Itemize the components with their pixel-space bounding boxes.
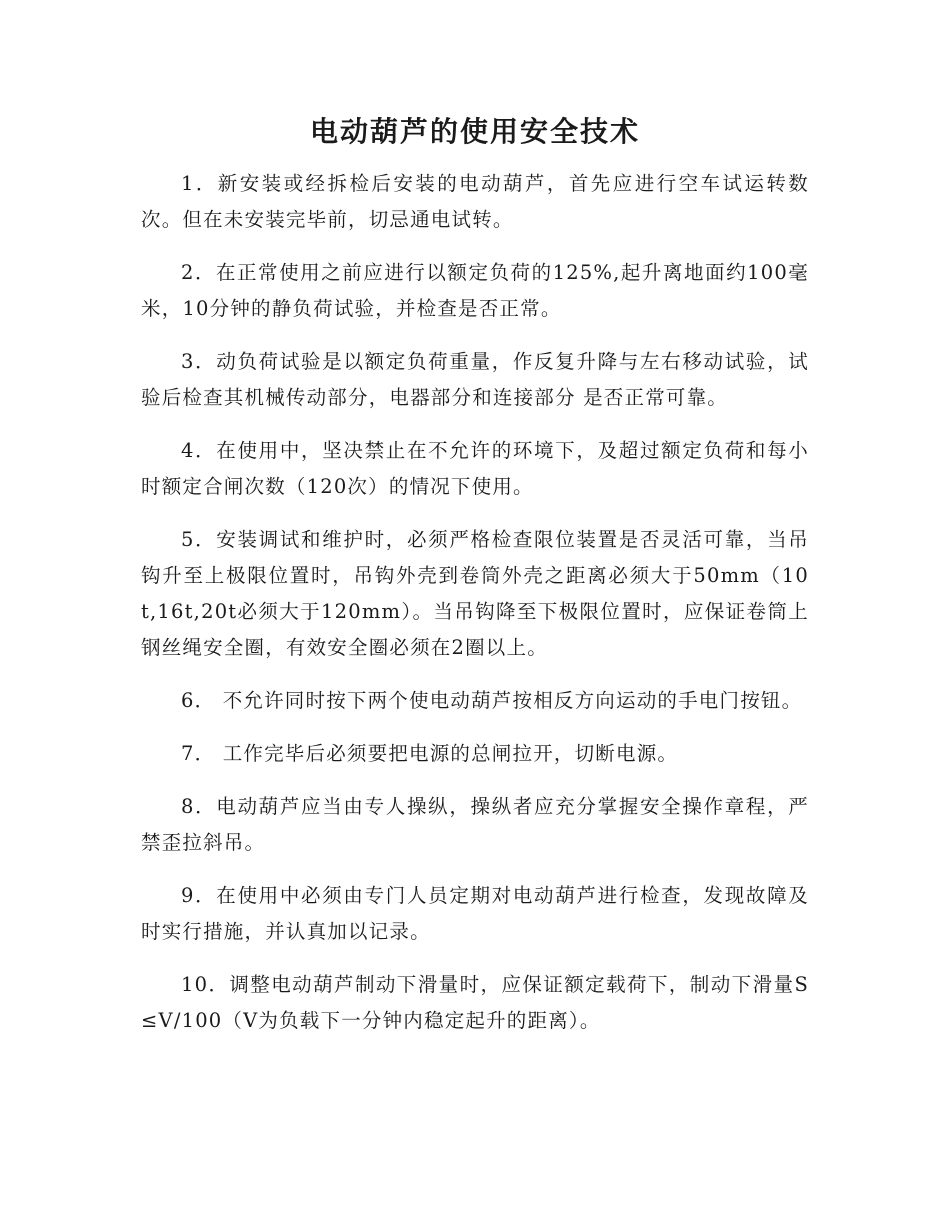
paragraph-7: 7． 工作完毕后必须要把电源的总闸拉开，切断电源。 bbox=[181, 742, 679, 765]
document-body bbox=[141, 166, 809, 1056]
paragraph-3: 3．动负荷试验是以额定负荷重量，作反复升降与左右移动试验，试验后检查其机械传动部分，电器部分和连接部分 是否正常可靠。 bbox=[141, 350, 809, 409]
paragraph-10: 10．调整电动葫芦制动下滑量时，应保证额定载荷下，制动下滑量S≤V/100（V为负载下一分钟内稳定起升的距离）。 bbox=[141, 973, 809, 1032]
paragraph-4: 4．在使用中，坚决禁止在不允许的环境下，及超过额定负荷和每小时额定合闸次数（120次）的情况下使用。 bbox=[141, 439, 809, 498]
paragraph-1: 1．新安装或经拆检后安装的电动葫芦，首先应进行空车试运转数次。但在未安装完毕前，切忌通电试转。 bbox=[141, 172, 809, 231]
paragraph-8: 8．电动葫芦应当由专人操纵，操纵者应充分掌握安全操作章程，严禁歪拉斜吊。 bbox=[141, 795, 809, 854]
document-title: 电动葫芦的使用安全技术 bbox=[309, 115, 640, 148]
paragraph-6: 6． 不允许同时按下两个使电动葫芦按相反方向运动的手电门按钮。 bbox=[181, 689, 803, 712]
paragraph-5: 5．安装调试和维护时，必须严格检查限位装置是否灵活可靠，当吊钩升至上极限位置时，吊钩外壳到卷筒外壳之距离必须大于50mm（10t,16t,20t必须大于120mm）。当吊钩降至下极限位置时，应保证卷筒上钢丝绳安全圈，有效安全圈必须在2圈以上。 bbox=[141, 528, 809, 659]
paragraph-2: 2．在正常使用之前应进行以额定负荷的125%,起升离地面约100毫米，10分钟的静负荷试验，并检查是否正常。 bbox=[141, 261, 809, 320]
paragraph-9: 9．在使用中必须由专门人员定期对电动葫芦进行检查，发现故障及时实行措施，并认真加以记录。 bbox=[141, 884, 809, 943]
